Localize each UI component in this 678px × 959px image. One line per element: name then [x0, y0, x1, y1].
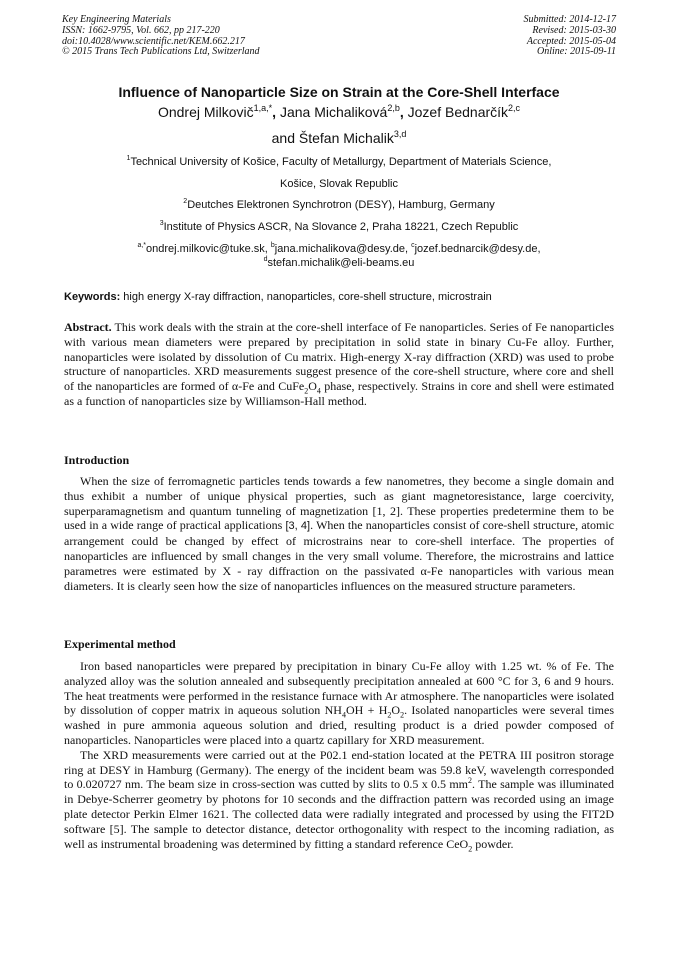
- doi-line: doi:10.4028/www.scientific.net/KEM.662.217: [62, 35, 245, 47]
- abstract: [64, 320, 614, 409]
- experimental-text: . The sample was illuminated in Debye-Scherrer geometry by photons for 10 seconds and the diffraction pattern was recorded using an image plate detector Perkin Elmer 1621. The collected data were radially integrated and processed by using the FIT2D software [5]. The sample to detector distance, detector orthogonality with respect to the incoming radiation, as well as instrumental broadening was determined by fitting a standard reference CeO: [64, 777, 615, 851]
- introduction-body: [64, 474, 614, 593]
- experimental-paragraph-2: [64, 748, 614, 852]
- dates-header: [524, 15, 617, 58]
- author-sup: 3,d: [393, 129, 407, 139]
- author-name: Jozef Bednarčík: [407, 104, 509, 120]
- keywords: [64, 291, 624, 303]
- email-sup: a,*: [137, 242, 147, 249]
- copyright-line: © 2015 Trans Tech Publications Ltd, Switzerland: [62, 46, 260, 58]
- affiliation-1: [0, 156, 678, 169]
- authors-line-2: [0, 127, 678, 149]
- affiliation-text: Technical University of Košice, Faculty of Metallurgy, Department of Materials Science,: [130, 156, 552, 168]
- introduction-text: . When the nanoparticles consist of core-shell structure, atomic arrangement could be changed by effect of microstrains near to core-shell interface. The properties of nanoparticles are influenced by small changes in the very small volume. Therefore, the microstrains and lattice parametres were estimated by X - ray diffraction on the passivated α-Fe nanoparticles with various mean diameters. It is clearly seen how the size of nanoparticles influences on the measured structure parameters.: [64, 518, 614, 593]
- experimental-paragraph-1: [64, 659, 614, 748]
- online-date: Online: 2015-09-11: [537, 46, 616, 58]
- introduction-text: When the size of ferromagnetic particles tends towards a few nanometres, they become a single domain and thus exhibit a number of unique physical properties, such as giant magnetoresistance, large coercivity, superparamagnetism and quantum tunneling of magnetization [1, 2]. These properties predetermine them to be used in a wide range of practical applications: [64, 474, 614, 533]
- author-name: Ondrej Milkovič: [157, 104, 254, 120]
- superscript: 2: [468, 776, 473, 786]
- subscript: 2: [304, 386, 309, 396]
- author-name: Jana Michaliková: [279, 104, 388, 120]
- email-address[interactable]: jozef.bednarcik@desy.de,: [414, 243, 541, 255]
- author-sup: 1,a,*: [253, 103, 273, 113]
- journal-name: Key Engineering Materials: [62, 14, 171, 25]
- subscript: 2: [387, 710, 392, 720]
- experimental-text: . Isolated nanoparticles were several times washed in pure ammonia aqueous solution and dried, resulting product is a dried powder composed of nanoparticles. Nanoparticles were placed into a quartz capillary for XRD measurement.: [64, 703, 615, 747]
- subscript: 2: [400, 710, 405, 720]
- abstract-text: O: [308, 379, 317, 394]
- experimental-text: The XRD measurements were carried out at the P02.1 end-station located at the PETRA III positron storage ring at DESY in Hamburg (Germany). The energy of the incident beam was 59.8 keV, wavelength corresponded to 0.020727 nm. The beam size in cross-section was cutted by slits to 0.5 x 0.5 mm: [64, 747, 614, 792]
- affiliation-sup: 3: [159, 220, 164, 227]
- experimental-text: powder.: [472, 836, 514, 851]
- email-sup: b: [270, 242, 275, 249]
- email-address[interactable]: jana.michalikova@desy.de,: [274, 243, 412, 255]
- email-sup: d: [263, 256, 268, 263]
- introduction-heading: Introduction: [64, 453, 130, 467]
- affiliation-1-cont: [0, 178, 678, 191]
- paper-title: Influence of Nanoparticle Size on Strain at the Core-Shell Interface: [118, 84, 560, 100]
- experimental-text: Iron based nanoparticles were prepared by precipitation in binary Cu-Fe alloy with 1.25 wt. % of Fe. The analyzed alloy was the solution annealed and subsequently precipitation annealed at 600 °C for 3, 6 and 9 hours. The heat treatments were performed in the resistance furnace with Ar atmosphere. The nanoparticles were isolated by dissolution of copper matrix in aqueous solution NH: [64, 659, 614, 718]
- email-sup: c: [411, 242, 415, 249]
- email-line-1: [0, 243, 678, 256]
- affiliation-3: [0, 221, 678, 234]
- issn-line: ISSN: 1662-9795, Vol. 662, pp 217-220: [62, 24, 220, 36]
- author-sup: 2,c: [508, 103, 521, 113]
- author-separator: ,: [272, 104, 280, 120]
- keywords-text: high energy X-ray diffraction, nanoparticles, core-shell structure, microstrain: [120, 291, 492, 303]
- email-address[interactable]: stefan.michalik@eli-beams.eu: [267, 257, 415, 269]
- email-address[interactable]: ondrej.milkovic@tuke.sk,: [146, 243, 271, 255]
- subscript: 2: [468, 843, 473, 853]
- abstract-label: Abstract.: [64, 320, 112, 334]
- journal-header: [62, 15, 260, 58]
- affiliation-2: [0, 199, 678, 212]
- author-sup: 2,b: [387, 103, 400, 113]
- subscript: 4: [316, 386, 321, 396]
- submitted-date: Submitted: 2014-12-17: [523, 14, 616, 25]
- experimental-text: O: [391, 703, 401, 718]
- accepted-date: Accepted: 2015-05-04: [526, 35, 616, 47]
- author-and: and: [271, 130, 299, 146]
- authors-line-1: [0, 101, 678, 123]
- affiliation-sup: 1: [126, 155, 131, 162]
- keywords-label: Keywords:: [64, 291, 121, 303]
- affiliation-text: Košice, Slovak Republic: [279, 178, 398, 190]
- citation: [3, 4]: [285, 520, 311, 533]
- author-name: Štefan Michalik: [298, 130, 394, 146]
- abstract-text: phase, respectively. Strains in core and shell were estimated as a function of nanoparticles size by Williamson-Hall method.: [64, 379, 614, 408]
- subscript: 4: [341, 710, 346, 720]
- affiliation-text: Institute of Physics ASCR, Na Slovance 2, Praha 18221, Czech Republic: [163, 221, 519, 233]
- experimental-body: [64, 659, 614, 851]
- author-separator: ,: [399, 104, 408, 120]
- experimental-text: OH + H: [345, 703, 388, 718]
- affiliation-text: Deutches Elektronen Synchrotron (DESY), Hamburg, Germany: [187, 199, 495, 211]
- email-line-2: [0, 257, 678, 270]
- experimental-heading: Experimental method: [64, 637, 176, 651]
- revised-date: Revised: 2015-03-30: [532, 24, 616, 36]
- abstract-text: This work deals with the strain at the core-shell interface of Fe nanoparticles. Series of Fe nanoparticles with various mean diameters were prepared by precipitation in solid state in binary Cu-Fe alloy. Further, nanoparticles were isolated by dissolution of Cu matrix. High-energy X-ray diffraction (XRD) was used to probe structure of nanoparticles. XRD measurements suggest presence of the core-shell structure, where core and shell of the nanoparticles are formed of α-Fe and CuFe: [64, 320, 614, 394]
- affiliation-sup: 2: [183, 198, 188, 205]
